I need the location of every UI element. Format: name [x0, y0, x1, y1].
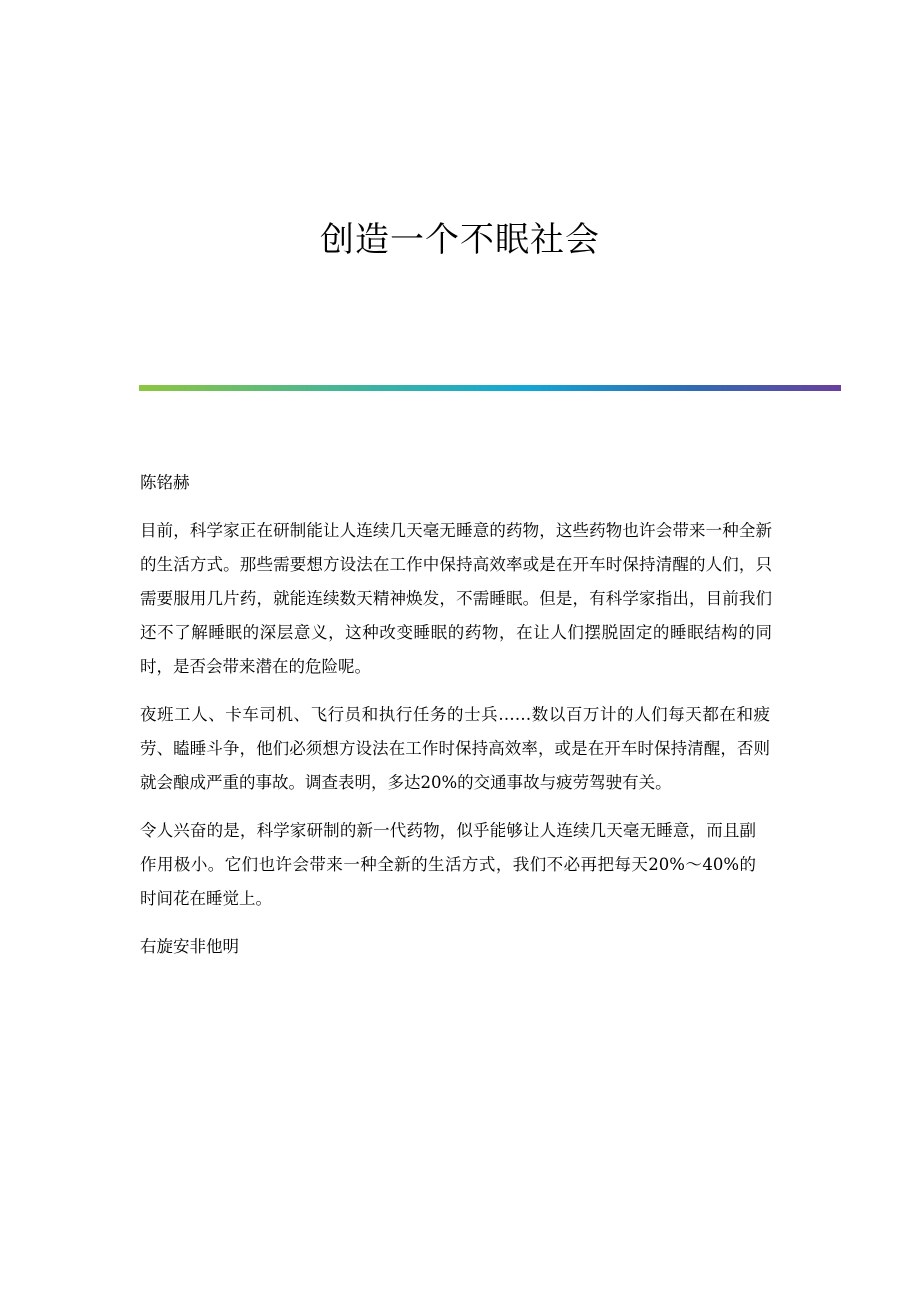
page-title: 创造一个不眠社会	[320, 220, 600, 260]
article-body	[140, 466, 780, 978]
paragraph-1: 目前，科学家正在研制能让人连续几天毫无睡意的药物，这些药物也许会带来一种全新的生活方式。那些需要想方设法在工作中保持高效率或是在开车时保持清醒的人们，只需要服用几片药，就能连续数天精神焕发，不需睡眠。但是，有科学家指出，目前我们还不了解睡眠的深层意义，这种改变睡眠的药物，在让人们摆脱固定的睡眠结构的同时，是否会带来潜在的危险呢。	[140, 521, 772, 676]
section-heading: 右旋安非他明	[140, 937, 239, 956]
author-name: 陈铭赫	[140, 473, 190, 492]
paragraph-3: 令人兴奋的是，科学家研制的新一代药物，似乎能够让人连续几天毫无睡意，而且副作用极小。它们也许会带来一种全新的生活方式，我们不必再把每天20%～40%的时间花在睡觉上。	[140, 821, 756, 908]
paragraph-2: 夜班工人、卡车司机、飞行员和执行任务的士兵……数以百万计的人们每天都在和疲劳、瞌睡斗争，他们必须想方设法在工作时保持高效率，或是在开车时保持清醒，否则就会酿成严重的事故。调查表明，多达20%的交通事故与疲劳驾驶有关。	[140, 705, 770, 792]
title-divider-rule	[139, 385, 841, 391]
